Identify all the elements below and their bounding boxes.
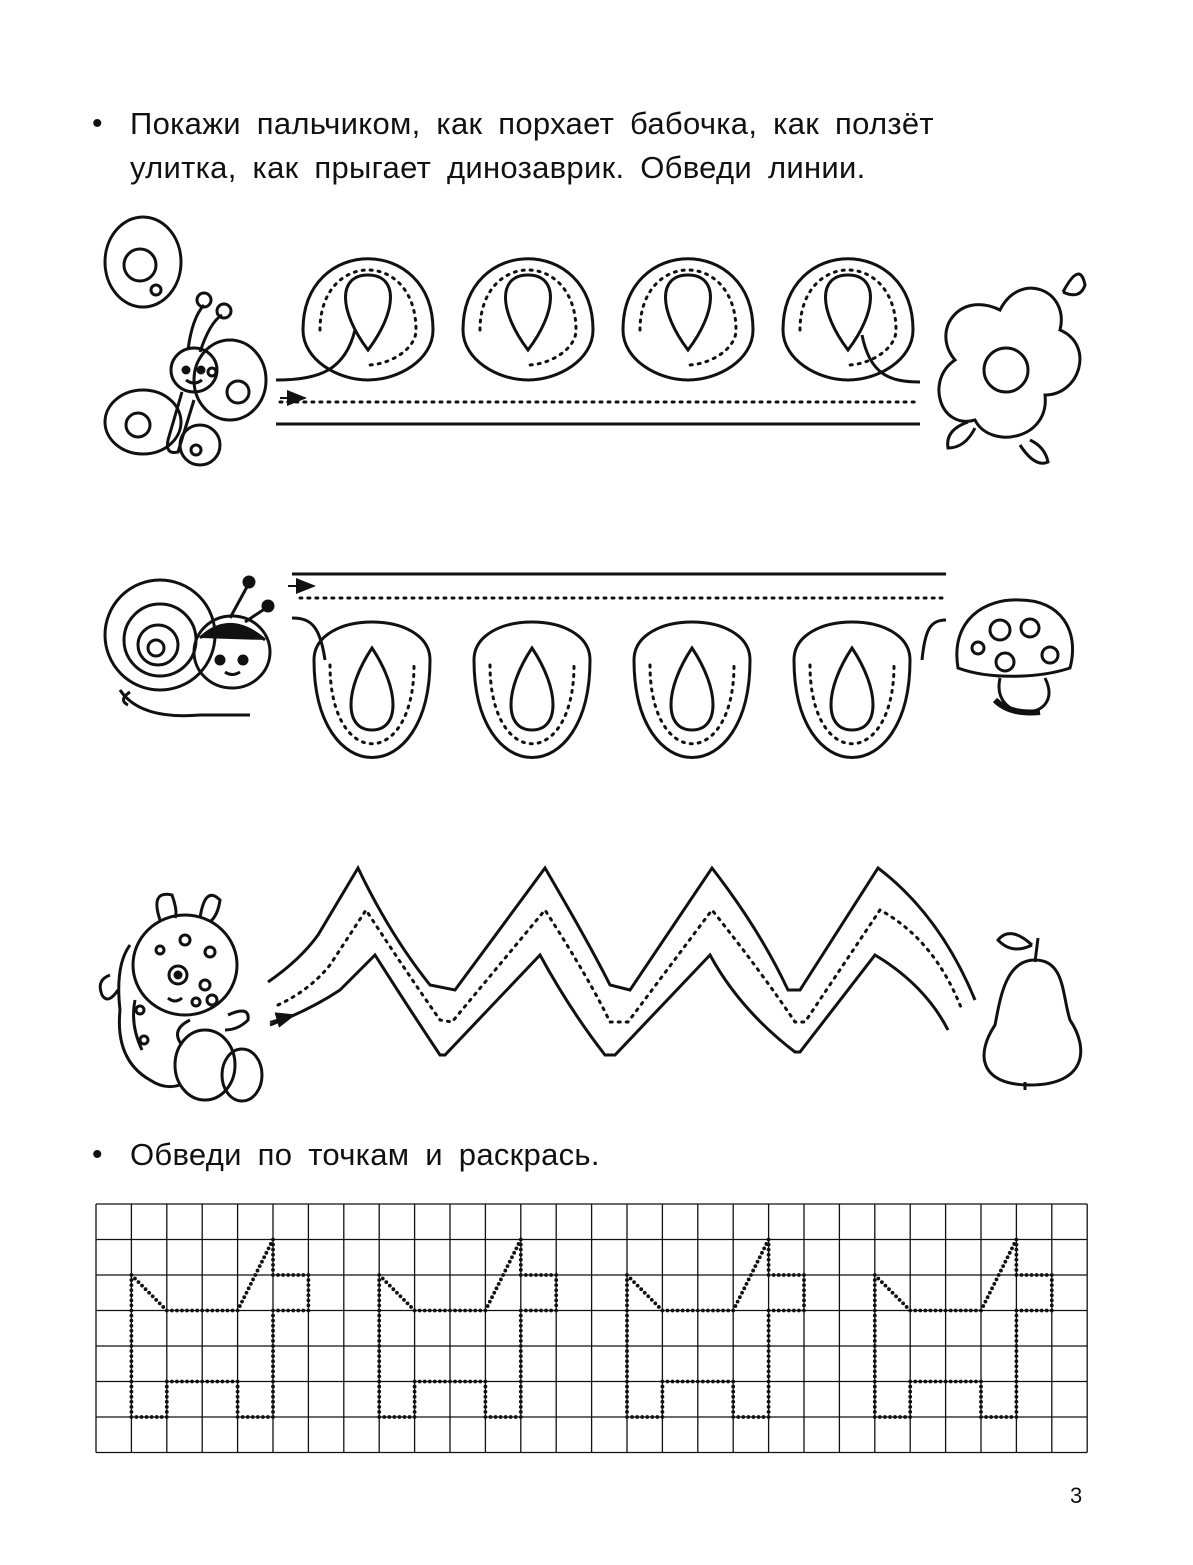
- dotted-dog-figure: [873, 1238, 1054, 1419]
- dotted-dog-figure: [377, 1238, 558, 1419]
- zigzag-track: [268, 868, 975, 1055]
- flower-icon: [939, 274, 1085, 463]
- bullet-marker: •: [92, 1138, 103, 1171]
- loop-shapes-top: [280, 259, 918, 402]
- loop-track-middle: [292, 574, 946, 660]
- bullet-marker: •: [92, 107, 103, 140]
- loop-dotted: [650, 665, 734, 744]
- loop-dotted: [490, 665, 574, 744]
- cell-grid: [96, 1204, 1087, 1453]
- loop-inner: [506, 275, 551, 350]
- loop-outer: [463, 259, 593, 380]
- instruction-line-2: улитка, как прыгает динозаврик. Обведи линии.: [130, 150, 866, 185]
- snail-icon: [105, 577, 273, 716]
- loop-outer: [623, 259, 753, 380]
- instruction-text: Обведи по точкам и раскрась.: [130, 1137, 600, 1172]
- loop-inner: [671, 648, 713, 730]
- dotted-dog-figure: [130, 1238, 311, 1419]
- loop-dotted: [330, 665, 414, 744]
- loop-inner: [831, 648, 873, 730]
- loop-inner: [511, 648, 553, 730]
- pear-icon: [984, 934, 1081, 1090]
- instruction-line-1: Покажи пальчиком, как порхает бабочка, как ползёт: [130, 106, 934, 141]
- dinosaur-icon: [100, 894, 262, 1101]
- loop-outer: [783, 259, 913, 380]
- instruction-trace-dots: [92, 1133, 792, 1177]
- loop-inner: [351, 648, 393, 730]
- loop-inner: [666, 275, 711, 350]
- butterfly-icon: [105, 217, 266, 465]
- loop-outer: [303, 259, 433, 380]
- mushroom-icon: [957, 600, 1073, 713]
- loop-shapes-middle: [300, 598, 942, 758]
- loop-dotted: [810, 665, 894, 744]
- page-number: 3: [1070, 1483, 1083, 1508]
- dotted-dog-figure: [625, 1238, 806, 1419]
